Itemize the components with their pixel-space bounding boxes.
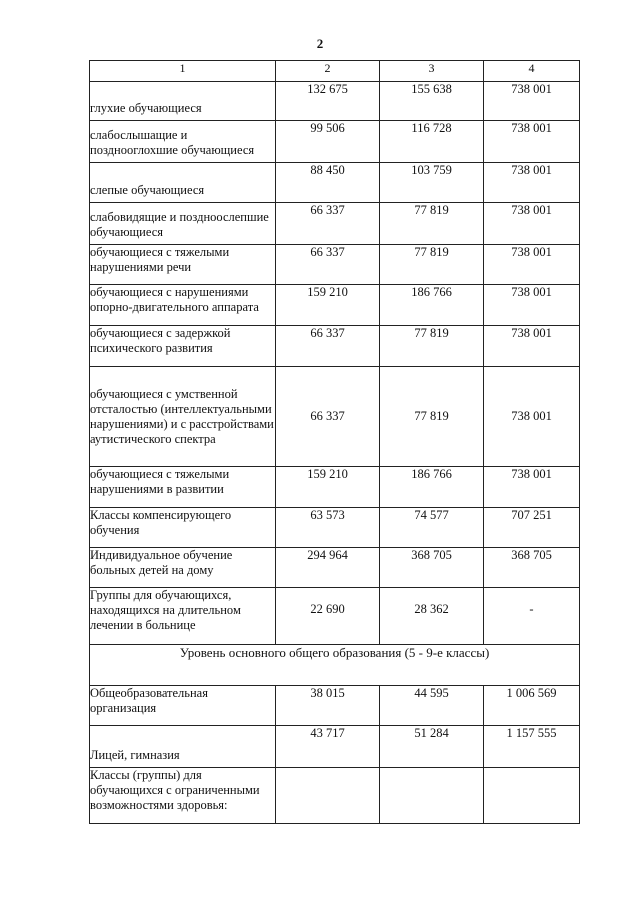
table-row — [90, 245, 580, 285]
column-header: 2 — [276, 61, 380, 82]
value-cell: 294 964 — [276, 548, 380, 588]
value-cell: 99 506 — [276, 121, 380, 163]
row-label: обучающиеся с нарушениями опорно-двигательного аппарата — [90, 285, 276, 326]
value-cell: 66 337 — [276, 367, 380, 467]
column-header: 3 — [380, 61, 484, 82]
value-cell: 738 001 — [484, 203, 580, 245]
value-cell: 738 001 — [484, 285, 580, 326]
value-cell: 66 337 — [276, 326, 380, 367]
value-cell: 738 001 — [484, 82, 580, 121]
value-cell: - — [484, 588, 580, 645]
value-cell: 738 001 — [484, 121, 580, 163]
value-cell: 66 337 — [276, 245, 380, 285]
value-cell: 738 001 — [484, 163, 580, 203]
value-cell: 77 819 — [380, 203, 484, 245]
value-cell: 368 705 — [484, 548, 580, 588]
value-cell: 707 251 — [484, 508, 580, 548]
row-label: глухие обучающиеся — [90, 82, 276, 121]
value-cell: 132 675 — [276, 82, 380, 121]
table-row — [90, 326, 580, 367]
page-number: 2 — [316, 36, 324, 51]
row-label: Группы для обучающихся, находящихся на длительном лечении в больнице — [90, 588, 276, 645]
table-row — [90, 686, 580, 726]
row-label: слепые обучающиеся — [90, 163, 276, 203]
value-cell: 186 766 — [380, 285, 484, 326]
value-cell: 44 595 — [380, 686, 484, 726]
value-cell: 51 284 — [380, 726, 484, 768]
value-cell — [380, 768, 484, 824]
row-label: Классы (группы) для обучающихся с ограниченными возможностями здоровья: — [90, 768, 276, 824]
value-cell: 738 001 — [484, 467, 580, 508]
value-cell: 28 362 — [380, 588, 484, 645]
row-label: слабослышащие и позднооглохшие обучающиеся — [90, 121, 276, 163]
row-label: обучающиеся с тяжелыми нарушениями в развитии — [90, 467, 276, 508]
value-cell: 77 819 — [380, 326, 484, 367]
row-label: слабовидящие и поздноослепшие обучающиеся — [90, 203, 276, 245]
table-row — [90, 508, 580, 548]
value-cell: 66 337 — [276, 203, 380, 245]
table-row — [90, 285, 580, 326]
table-header-row — [90, 61, 580, 82]
value-cell: 43 717 — [276, 726, 380, 768]
value-cell: 1 006 569 — [484, 686, 580, 726]
value-cell: 103 759 — [380, 163, 484, 203]
value-cell: 159 210 — [276, 285, 380, 326]
value-cell: 63 573 — [276, 508, 380, 548]
row-label: Классы компенсирующего обучения — [90, 508, 276, 548]
value-cell: 77 819 — [380, 245, 484, 285]
table-row — [90, 588, 580, 645]
value-cell: 159 210 — [276, 467, 380, 508]
value-cell: 738 001 — [484, 326, 580, 367]
row-label: Общеобразовательная организация — [90, 686, 276, 726]
table-row — [90, 726, 580, 768]
table-row — [90, 467, 580, 508]
value-cell: 738 001 — [484, 367, 580, 467]
table-row — [90, 548, 580, 588]
value-cell — [276, 768, 380, 824]
table-row — [90, 163, 580, 203]
value-cell: 738 001 — [484, 245, 580, 285]
row-label: обучающиеся с задержкой психического развития — [90, 326, 276, 367]
row-label: Индивидуальное обучение больных детей на дому — [90, 548, 276, 588]
section-row — [90, 645, 580, 686]
section-title: Уровень основного общего образования (5 - 9-е классы) — [90, 645, 580, 686]
value-cell: 155 638 — [380, 82, 484, 121]
value-cell — [484, 768, 580, 824]
row-label: Лицей, гимназия — [90, 726, 276, 768]
value-cell: 368 705 — [380, 548, 484, 588]
value-cell: 88 450 — [276, 163, 380, 203]
value-cell: 74 577 — [380, 508, 484, 548]
row-label: обучающиеся с умственной отсталостью (интеллектуальными нарушениями) и с расстройствами аутистического спектра — [90, 367, 276, 467]
value-cell: 77 819 — [380, 367, 484, 467]
row-label: обучающиеся с тяжелыми нарушениями речи — [90, 245, 276, 285]
table-row — [90, 82, 580, 121]
value-cell: 1 157 555 — [484, 726, 580, 768]
table-row — [90, 367, 580, 467]
value-cell: 116 728 — [380, 121, 484, 163]
table-row — [90, 121, 580, 163]
value-cell: 22 690 — [276, 588, 380, 645]
value-cell: 186 766 — [380, 467, 484, 508]
cost-table — [89, 60, 580, 824]
column-header: 1 — [90, 61, 276, 82]
column-header: 4 — [484, 61, 580, 82]
value-cell: 38 015 — [276, 686, 380, 726]
table-row — [90, 203, 580, 245]
table-row — [90, 768, 580, 824]
